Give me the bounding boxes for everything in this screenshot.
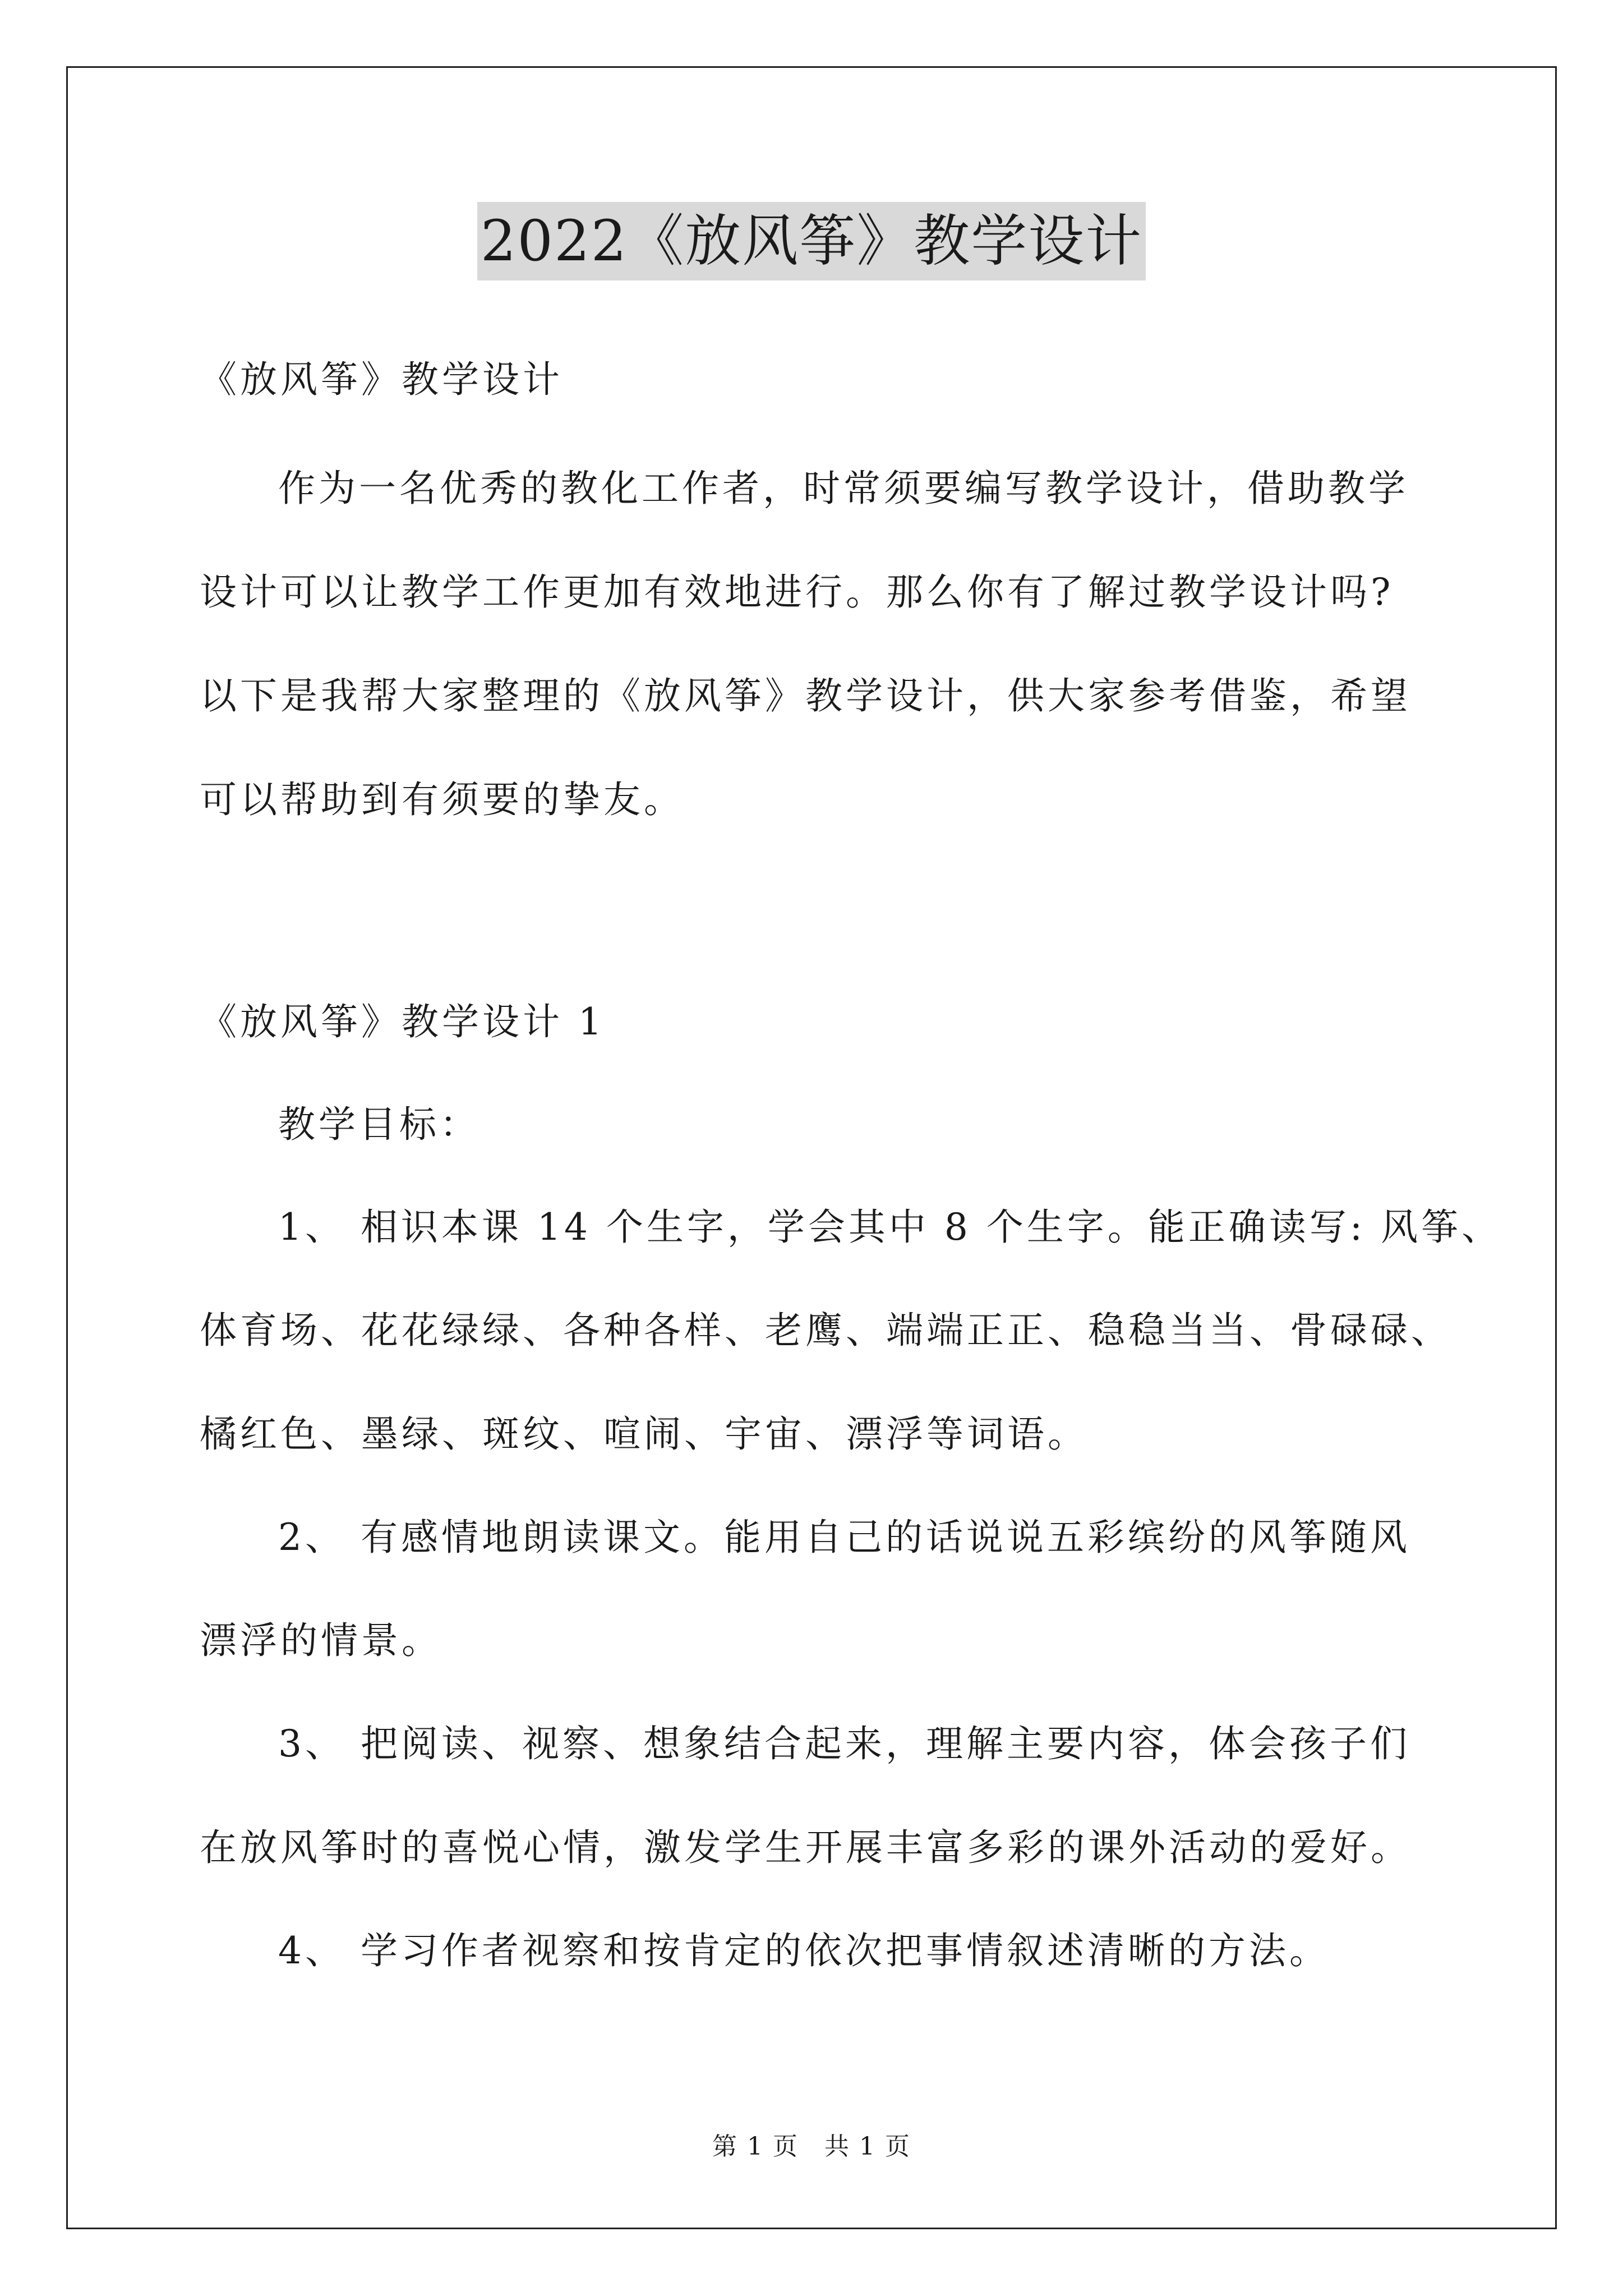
- objective-line-5: 漂浮的情景。: [200, 1619, 442, 1662]
- objective-line-8: 4、 学习作者视察和按肯定的依次把事情叙述清晰的方法。: [278, 1929, 1330, 1972]
- objective-line-2: 体育场、花花绿绿、各种各样、老鹰、端端正正、稳稳当当、骨碌碌、: [200, 1309, 1451, 1352]
- intro-line-1: 作为一名优秀的教化工作者，时常须要编写教学设计，借助教学: [278, 467, 1409, 510]
- section-heading: 《放风筝》教学设计 1: [200, 1000, 605, 1043]
- intro-line-3: 以下是我帮大家整理的《放风筝》教学设计，供大家参考借鉴，希望: [200, 674, 1411, 717]
- objective-line-6: 3、 把阅读、视察、想象结合起来，理解主要内容，体会孩子们: [278, 1722, 1410, 1765]
- objective-line-7: 在放风筝时的喜悦心情，激发学生开展丰富多彩的课外活动的爱好。: [200, 1826, 1411, 1869]
- document-title: 2022《放风筝》教学设计: [477, 202, 1146, 280]
- objective-line-1: 1、 相识本课 14 个生字，学会其中 8 个生字。能正确读写: 风筝、: [278, 1205, 1502, 1249]
- objective-line-3: 橘红色、墨绿、斑纹、喧闹、宇宙、漂浮等词语。: [200, 1412, 1088, 1456]
- intro-line-4: 可以帮助到有须要的挚友。: [200, 778, 684, 821]
- subtitle: 《放风筝》教学设计: [200, 358, 563, 401]
- page-footer: 第 1 页 共 1 页: [712, 2132, 911, 2161]
- title-container: [0, 202, 1623, 280]
- intro-line-2: 设计可以让教学工作更加有效地进行。那么你有了解过教学设计吗?: [200, 570, 1394, 614]
- objectives-label: 教学目标：: [278, 1103, 480, 1146]
- objective-line-4: 2、 有感情地朗读课文。能用自己的话说说五彩缤纷的风筝随风: [278, 1516, 1410, 1559]
